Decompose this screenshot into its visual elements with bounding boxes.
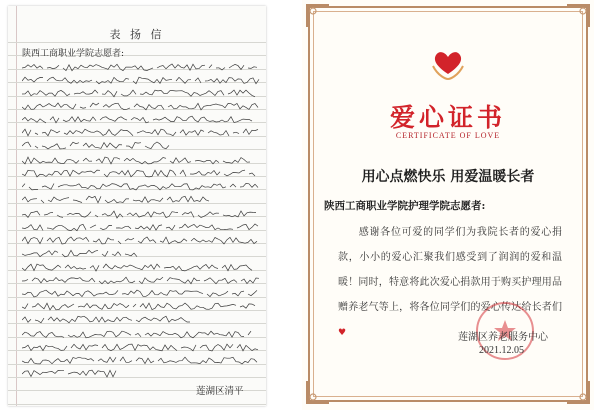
handwriting-stroke [22, 302, 260, 310]
certificate-date: 2021.12.05 [479, 345, 524, 356]
heart-hands-logo-icon [430, 46, 466, 80]
certificate-slogan: 用心点燃快乐 用爱温暖长者 [361, 169, 535, 185]
handwriting-stroke [22, 263, 254, 271]
letter-salutation: 陕西工商职业学院志愿者: [22, 49, 125, 59]
handwriting-stroke [22, 156, 254, 164]
handwriting-stroke [22, 89, 258, 97]
handwriting-stroke [22, 369, 122, 377]
love-certificate [302, 0, 594, 410]
handwriting-stroke [22, 169, 258, 177]
handwriting-stroke [22, 315, 192, 323]
handwriting-stroke [22, 63, 258, 71]
certificate-issuer: 莲湖区养老服务中心 [458, 332, 548, 343]
handwriting-stroke [22, 276, 260, 284]
heart-icon: ♥ [338, 328, 347, 338]
handwritten-letter [8, 6, 266, 406]
handwriting-stroke [22, 249, 142, 257]
handwriting-stroke [22, 115, 254, 123]
handwriting-stroke [22, 195, 212, 203]
ruled-line [8, 42, 266, 43]
handwriting-stroke [22, 102, 260, 110]
handwriting-stroke [22, 182, 260, 190]
certificate-title: 爱心证书 [389, 103, 506, 132]
letter-title: 表 扬 信 [109, 28, 165, 41]
handwriting-stroke [22, 141, 172, 149]
corner-ornament-icon [565, 3, 591, 29]
corner-ornament-icon [565, 379, 591, 405]
handwriting-stroke [22, 289, 258, 297]
corner-ornament-icon [305, 379, 331, 405]
corner-ornament-icon [305, 3, 331, 29]
certificate-recipient: 陕西工商职业学院护理学院志愿者: [324, 200, 486, 212]
handwriting-stroke [22, 223, 260, 231]
handwriting-stroke [22, 76, 260, 84]
certificate-subtitle: CERTIFICATE OF LOVE [395, 131, 501, 140]
handwriting-stroke [22, 128, 260, 136]
certificate-body-text: 感谢各位可爱的同学们为我院长者的爱心捐款，小小的爱心汇聚我们感受到了润润的爱和温暖！同时，特意将此次爱心捐款用于购买护理用品赠养老气等上，将各位同学们的爱心传达给长者们 [338, 227, 562, 313]
letter-margin-rule [16, 6, 17, 406]
ruled-line [8, 404, 266, 405]
letter-signature: 莲湖区清平 [196, 386, 244, 397]
handwriting-stroke [22, 210, 258, 218]
handwriting-stroke [22, 343, 260, 351]
handwriting-stroke [22, 356, 258, 364]
handwriting-stroke [22, 236, 258, 244]
handwriting-stroke [22, 330, 254, 338]
